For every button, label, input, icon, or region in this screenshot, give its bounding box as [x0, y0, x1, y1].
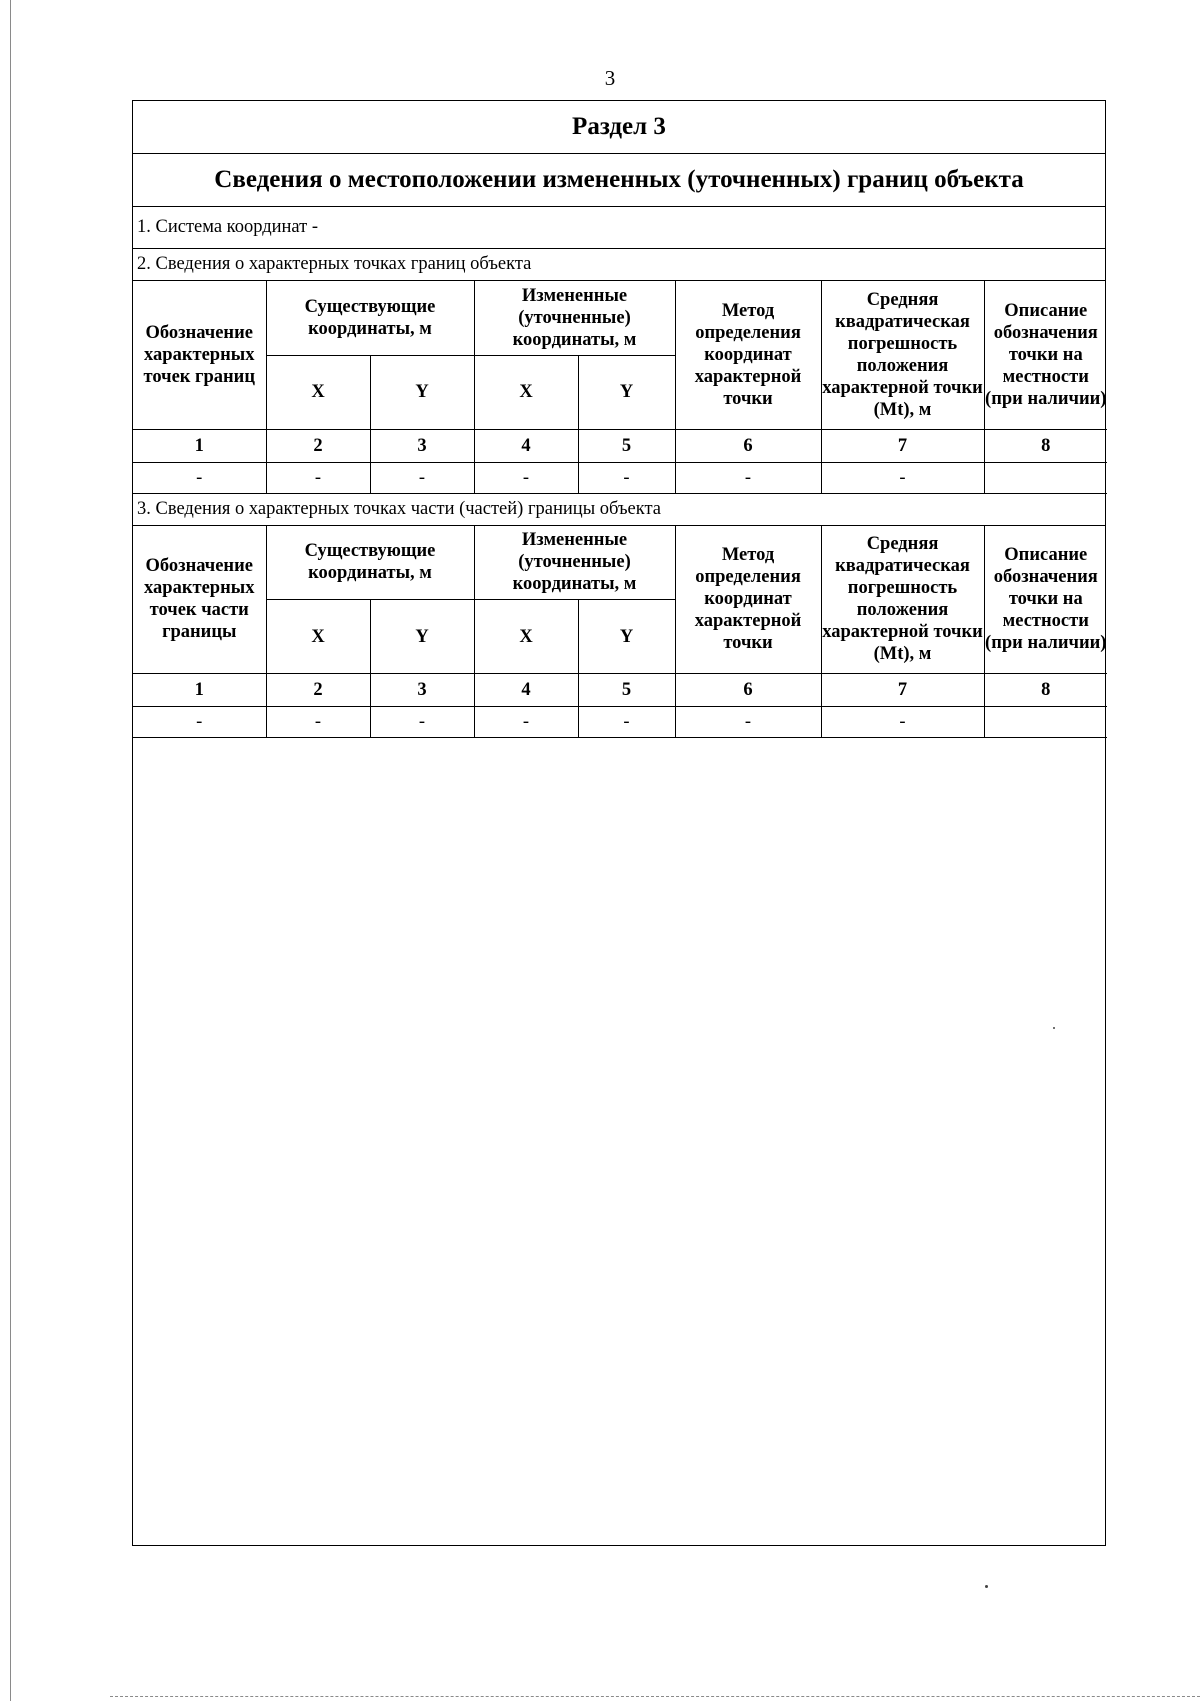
scan-speck — [985, 1585, 988, 1588]
column-number: 1 — [133, 429, 266, 462]
header-x: X — [266, 355, 370, 429]
table-cell: - — [675, 707, 821, 738]
column-number-row — [133, 674, 1107, 707]
header-description: Описание обозначения точки на местности (при наличии) — [984, 526, 1107, 674]
header-error: Средняя квадратическая погрешность положения характерной точки (Mt), м — [821, 281, 984, 429]
boundary-points-table — [133, 281, 1107, 494]
table-cell: - — [821, 707, 984, 738]
header-method: Метод определения координат характерной точки — [675, 281, 821, 429]
parts-heading: 3. Сведения о характерных точках части (частей) границы объекта — [133, 494, 1105, 526]
scan-bottom-line — [110, 1696, 1200, 1697]
column-number: 1 — [133, 674, 266, 707]
column-number: 5 — [578, 674, 675, 707]
header-x: X — [474, 355, 578, 429]
column-number: 2 — [266, 674, 370, 707]
column-number: 8 — [984, 429, 1107, 462]
table-header-row — [133, 526, 1107, 600]
points-heading: 2. Сведения о характерных точках границ объекта — [133, 249, 1105, 281]
column-number: 2 — [266, 429, 370, 462]
column-number-row — [133, 429, 1107, 462]
table-cell: - — [578, 462, 675, 493]
header-designation: Обозначение характерных точек границ — [133, 281, 266, 429]
table-cell: - — [266, 707, 370, 738]
column-number: 6 — [675, 674, 821, 707]
table-cell: - — [370, 462, 474, 493]
header-y: Y — [578, 355, 675, 429]
page-number: 3 — [604, 66, 616, 90]
table-row — [133, 707, 1107, 738]
column-number: 5 — [578, 429, 675, 462]
header-existing-coords: Существующие координаты, м — [266, 526, 474, 600]
column-number: 7 — [821, 429, 984, 462]
table-cell: - — [474, 707, 578, 738]
table-cell: - — [370, 707, 474, 738]
header-y: Y — [370, 355, 474, 429]
table-header-row — [133, 281, 1107, 355]
header-error: Средняя квадратическая погрешность положения характерной точки (Mt), м — [821, 526, 984, 674]
column-number: 6 — [675, 429, 821, 462]
table-cell: - — [578, 707, 675, 738]
column-number: 8 — [984, 674, 1107, 707]
header-changed-coords: Измененные (уточненные) координаты, м — [474, 526, 675, 600]
header-y: Y — [370, 600, 474, 674]
section-title: Раздел 3 — [133, 101, 1105, 154]
header-designation: Обозначение характерных точек части границы — [133, 526, 266, 674]
part-points-table — [133, 526, 1107, 739]
table-row — [133, 462, 1107, 493]
table-cell: - — [821, 462, 984, 493]
column-number: 3 — [370, 674, 474, 707]
table-cell: - — [133, 462, 266, 493]
table-cell: - — [474, 462, 578, 493]
table-cell: - — [266, 462, 370, 493]
column-number: 4 — [474, 674, 578, 707]
header-x: X — [474, 600, 578, 674]
header-existing-coords: Существующие координаты, м — [266, 281, 474, 355]
coordinate-system-line: 1. Система координат - — [133, 207, 1105, 249]
header-x: X — [266, 600, 370, 674]
table-cell: - — [675, 462, 821, 493]
header-y: Y — [578, 600, 675, 674]
table-cell — [984, 462, 1107, 493]
table-cell — [984, 707, 1107, 738]
column-number: 4 — [474, 429, 578, 462]
column-number: 3 — [370, 429, 474, 462]
header-description: Описание обозначения точки на местности (при наличии) — [984, 281, 1107, 429]
header-changed-coords: Измененные (уточненные) координаты, м — [474, 281, 675, 355]
column-number: 7 — [821, 674, 984, 707]
section-subtitle: Сведения о местоположении измененных (уточненных) границ объекта — [133, 154, 1105, 207]
document-frame — [132, 100, 1106, 1546]
header-method: Метод определения координат характерной точки — [675, 526, 821, 674]
table-cell: - — [133, 707, 266, 738]
scan-edge-line — [10, 0, 11, 1701]
